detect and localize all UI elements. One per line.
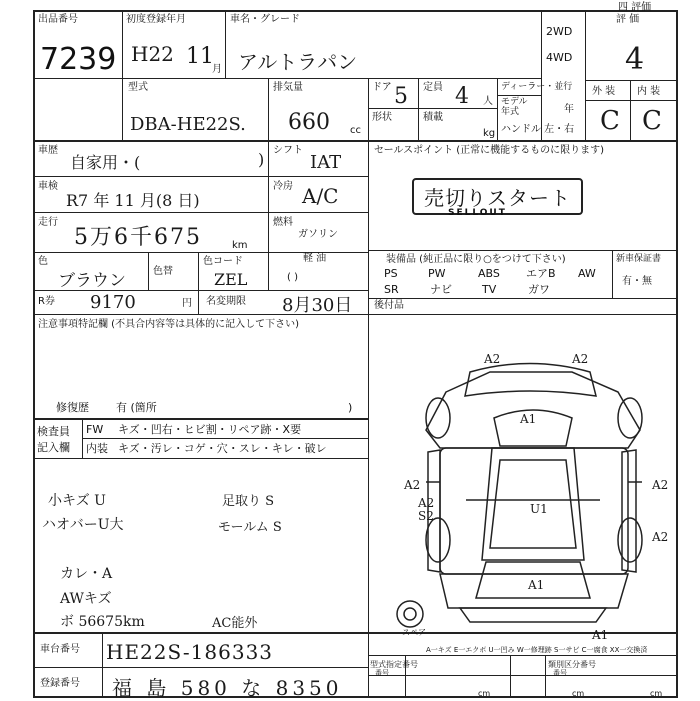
handle-label: ハンドル 左・右 xyxy=(501,124,575,135)
diagram-mark: A2 xyxy=(652,530,669,544)
shift-label: シフト xyxy=(273,145,303,156)
dealer-label: ディーラー・並行 xyxy=(501,82,573,92)
interior-row-text: キズ・汚レ・コゲ・穴・スレ・キレ・破レ xyxy=(118,442,327,455)
warranty-label: 新車保証書 xyxy=(616,254,662,264)
sales-point-label: セールスポイント (正常に機能するものに限ります) xyxy=(374,145,605,156)
doors-value: 5 xyxy=(394,84,408,109)
equipment-item: PW xyxy=(428,267,446,280)
spare-label: スペア xyxy=(402,628,426,637)
color-change-label: 色替 xyxy=(153,266,173,277)
name-change-label: 名変期限 xyxy=(206,296,246,307)
color-code-value: ZEL xyxy=(214,270,248,289)
notes-label: 注意事項特記欄 (不具合内容等は具体的に記入して下さい) xyxy=(38,319,299,330)
inspection-value: R7 年 11 月(8 日) xyxy=(66,191,200,210)
capacity-value: 4 xyxy=(455,84,469,109)
score-value: 4 xyxy=(625,42,645,77)
diagram-mark: A2 xyxy=(572,352,589,366)
fw-text: キズ・凹右・ヒビ割・リペア跡・X要 xyxy=(118,423,302,436)
top-right-header: 四 評価 xyxy=(618,2,652,13)
diagram-mark: A2 xyxy=(418,496,435,510)
load-unit: kg xyxy=(483,128,496,139)
exterior-label: 外 装 xyxy=(592,86,616,97)
history-label: 車歴 xyxy=(38,145,58,156)
recycle-value: 9170 xyxy=(90,292,136,313)
note-line: ボ 56675km xyxy=(60,614,145,630)
drive-4wd: 4WD xyxy=(546,51,573,64)
fuel-option-gasoline: ガソリン xyxy=(298,229,338,240)
displacement-label: 排気量 xyxy=(273,82,303,93)
chassis-value: HE22S-186333 xyxy=(106,640,274,664)
repair-label: 修復歴 xyxy=(56,401,89,414)
interior-row-label: 内装 xyxy=(86,442,108,455)
diagram-mark: A2 xyxy=(404,478,421,492)
capacity-label: 定員 xyxy=(423,82,443,93)
repair-value: 有 (箇所 xyxy=(116,401,157,414)
note-line: AC能外 xyxy=(212,616,258,631)
repair-close: ) xyxy=(348,401,353,414)
mileage-unit: km xyxy=(232,240,248,251)
diagram-mark: A2 xyxy=(652,478,669,492)
first-registration-label: 初度登録年月 xyxy=(126,14,186,25)
equipment-item: ABS xyxy=(478,267,500,280)
listing-label: 出品番号 xyxy=(38,14,78,25)
equipment-item: TV xyxy=(482,283,497,296)
inspector-label: 検査員 記入欄 xyxy=(37,425,70,454)
diagram-mark: A2 xyxy=(484,352,501,366)
mileage-label: 走行 xyxy=(38,217,58,228)
displacement-unit: cc xyxy=(350,125,361,136)
damage-legend: A一キズ E一エクボ U一凹み W一修理跡 S一サビ C一腐食 XX一交換済 xyxy=(426,646,648,654)
color-code-label: 色コード xyxy=(203,256,243,267)
equipment-item: AW xyxy=(578,267,596,280)
diagram-mark: A1 xyxy=(592,628,609,642)
note-line: 小キズ U xyxy=(48,493,106,509)
shape-label: 形状 xyxy=(372,112,392,123)
fuel-other: ( ) xyxy=(287,272,298,283)
recycle-unit: 円 xyxy=(182,298,192,309)
history-close: ) xyxy=(258,150,265,169)
type-label: 型式 xyxy=(128,82,148,93)
interior-value: C xyxy=(642,106,662,136)
fuel-option-diesel: 軽 油 xyxy=(303,253,327,264)
note-line: 足取り S xyxy=(222,494,275,509)
score-label: 評 価 xyxy=(616,14,640,25)
model-name-label: 車名・グレード xyxy=(230,14,300,25)
month-unit: 月 xyxy=(212,64,222,75)
history-value: 自家用・( xyxy=(70,153,141,172)
displacement-value: 660 xyxy=(288,110,330,135)
note-line: ハオバーU大 xyxy=(42,517,124,533)
plate-value: 福 島 580 な 8350 xyxy=(112,676,343,700)
recycle-label: R券 xyxy=(38,296,55,307)
equipment-item: SR xyxy=(384,283,399,296)
doors-label: ドア xyxy=(372,82,392,93)
category-number-label: 類別区分番号 xyxy=(548,660,596,669)
cm-unit: cm xyxy=(650,689,663,698)
equipment-item: エアB xyxy=(526,267,556,280)
note-line: カレ・A xyxy=(60,566,113,582)
listing-number: 7239 xyxy=(40,42,117,77)
diagram-mark: A1 xyxy=(520,412,537,426)
exterior-value: C xyxy=(600,106,620,136)
first-registration-year: H22 xyxy=(131,42,174,66)
chassis-label: 車台番号 xyxy=(40,644,80,655)
fw-label: FW xyxy=(86,423,104,436)
color-label: 色 xyxy=(38,256,48,267)
note-line: モールム S xyxy=(218,520,282,535)
capacity-unit: 人 xyxy=(483,96,493,107)
type-designation-label: 型式指定番号 xyxy=(370,660,418,669)
equipment-item: ナビ xyxy=(430,283,452,296)
aircon-label: 冷房 xyxy=(273,181,293,192)
diagram-mark: S2 xyxy=(418,509,434,523)
diagram-mark: A1 xyxy=(528,578,545,592)
cm-unit: cm xyxy=(572,689,585,698)
name-change-value: 8月30日 xyxy=(282,295,353,316)
interior-label: 内 装 xyxy=(637,86,661,97)
diagram-mark: U1 xyxy=(530,502,548,516)
model-year-label: モデル年式 xyxy=(501,97,528,117)
color-value: ブラウン xyxy=(58,271,126,291)
cm-unit: cm xyxy=(478,689,491,698)
plate-label: 登録番号 xyxy=(40,678,80,689)
warranty-value: 有・無 xyxy=(622,276,652,287)
equipment-item: PS xyxy=(384,267,398,280)
small-number-label: 番号 xyxy=(553,669,567,677)
note-line: AWキズ xyxy=(60,591,112,607)
sellout-stamp-sub: SELLOUT xyxy=(448,208,507,218)
model-name-value: アルトラパン xyxy=(238,50,358,74)
mileage-value: 5万6千675 xyxy=(74,225,202,250)
first-registration-month: 11 xyxy=(186,44,214,69)
fuel-label: 燃料 xyxy=(273,217,293,228)
load-label: 積載 xyxy=(423,112,443,123)
equipment-item: ガワ xyxy=(528,283,550,296)
drive-2wd: 2WD xyxy=(546,25,573,38)
inspection-label: 車検 xyxy=(38,181,58,192)
aftermarket-label: 後付品 xyxy=(374,300,404,311)
shift-value: IAT xyxy=(310,152,342,173)
model-year-unit: 年 xyxy=(564,104,574,115)
small-number-label: 番号 xyxy=(375,669,389,677)
aircon-value: A/C xyxy=(302,184,339,208)
equipment-label: 装備品 (純正品に限り○をつけて下さい) xyxy=(386,254,566,265)
sellout-stamp: 売切りスタート xyxy=(412,178,583,215)
type-value: DBA-HE22S. xyxy=(130,114,246,135)
